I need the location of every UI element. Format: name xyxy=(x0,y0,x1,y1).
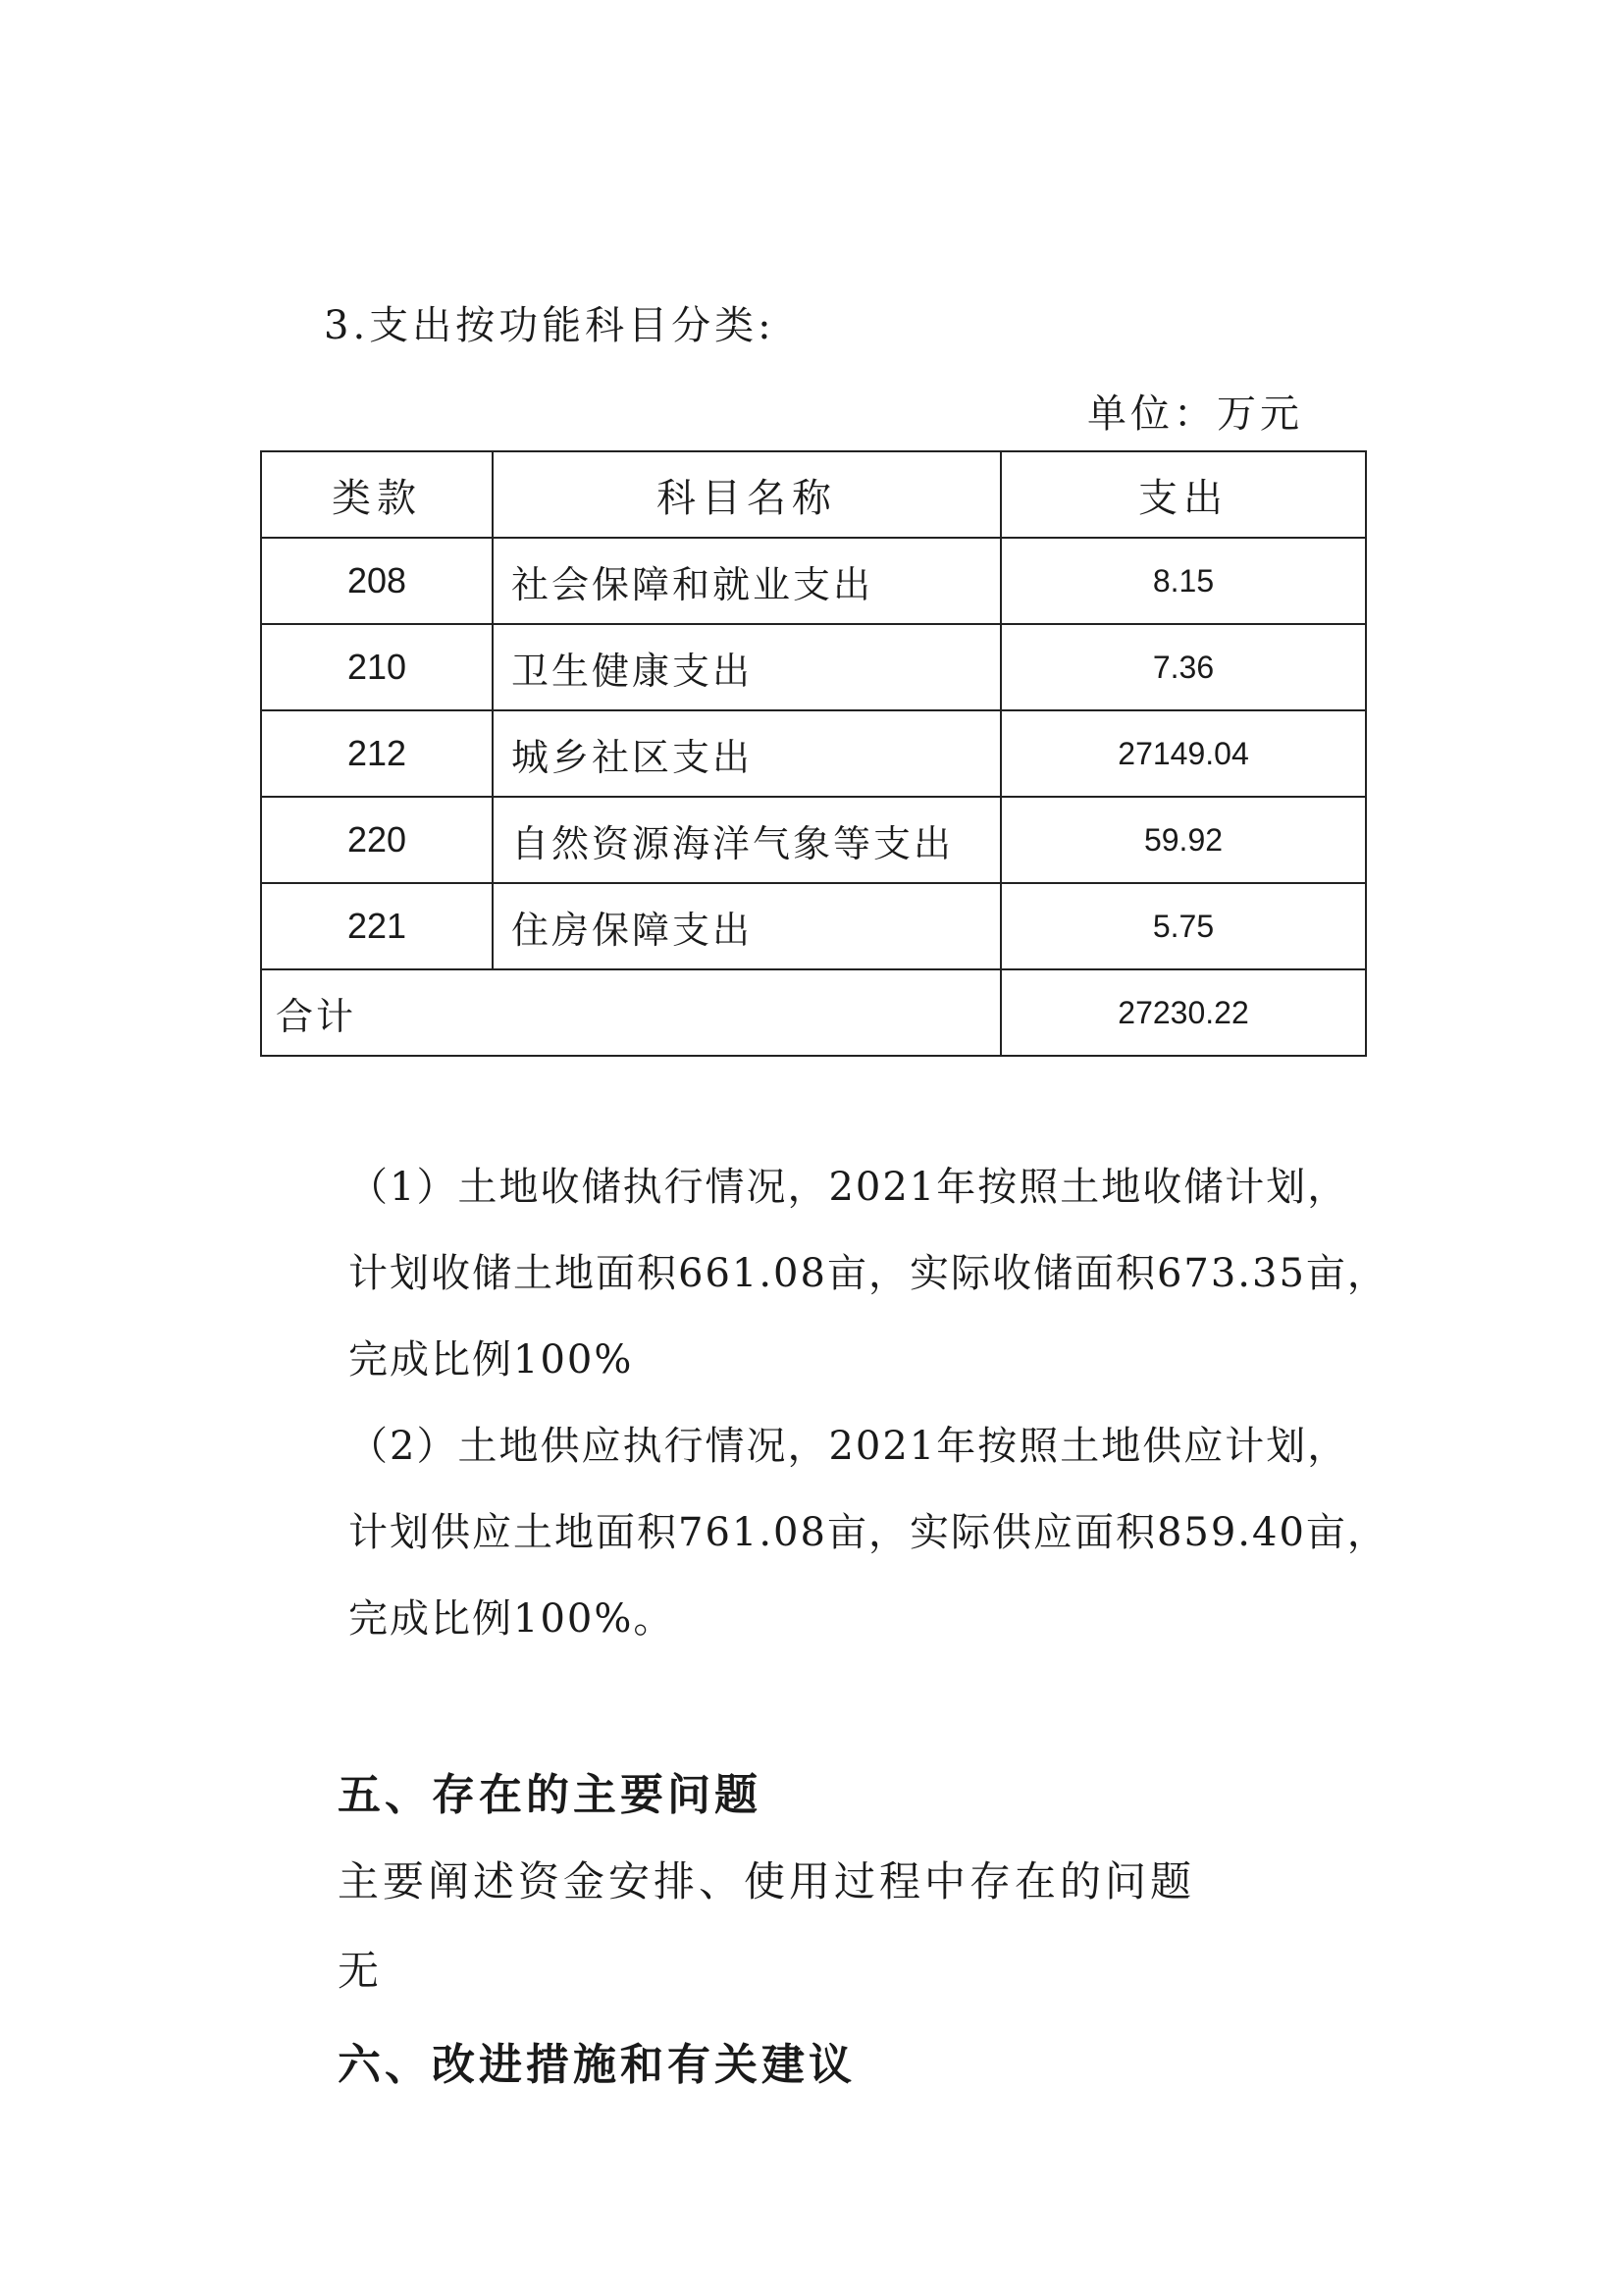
cell-code: 220 xyxy=(261,797,493,883)
paragraph-land-supply: （2）土地供应执行情况，2021年按照土地供应计划，计划供应土地面积761.08亩，实际供应面积859.40亩，完成比例100%。 xyxy=(348,1424,1388,1642)
cell-code: 210 xyxy=(261,624,493,710)
total-label: 合计 xyxy=(261,969,1001,1056)
header-code: 类款 xyxy=(261,451,493,538)
cell-name: 社会保障和就业支出 xyxy=(493,538,1001,624)
section-6-heading: 六、改进措施和有关建议 xyxy=(338,2040,856,2090)
paragraph-land-reserve: （1）土地收储执行情况，2021年按照土地收储计划，计划收储土地面积661.08亩，实际收储面积673.35亩，完成比例100% xyxy=(348,1165,1388,1383)
section-5-description: 主要阐述资金安排、使用过程中存在的问题 xyxy=(338,1857,1196,1905)
cell-name: 自然资源海洋气象等支出 xyxy=(493,797,1001,883)
expenditure-table xyxy=(260,450,1367,1057)
table-row xyxy=(261,797,1366,883)
table-row xyxy=(261,710,1366,797)
cell-name: 卫生健康支出 xyxy=(493,624,1001,710)
table-row xyxy=(261,624,1366,710)
table-row xyxy=(261,883,1366,969)
cell-amount: 8.15 xyxy=(1001,538,1366,624)
cell-code: 208 xyxy=(261,538,493,624)
cell-name: 城乡社区支出 xyxy=(493,710,1001,797)
cell-code: 221 xyxy=(261,883,493,969)
table-total-row xyxy=(261,969,1366,1056)
section-5-answer: 无 xyxy=(338,1947,384,1995)
cell-amount: 5.75 xyxy=(1001,883,1366,969)
cell-code: 212 xyxy=(261,710,493,797)
cell-amount: 7.36 xyxy=(1001,624,1366,710)
header-name: 科目名称 xyxy=(493,451,1001,538)
header-amount: 支出 xyxy=(1001,451,1366,538)
cell-name: 住房保障支出 xyxy=(493,883,1001,969)
section-5-heading: 五、存在的主要问题 xyxy=(338,1770,761,1820)
table-header-row xyxy=(261,451,1366,538)
unit-label: 单位：万元 xyxy=(1087,391,1303,437)
cell-amount: 59.92 xyxy=(1001,797,1366,883)
table-row xyxy=(261,538,1366,624)
section-title: 3.支出按功能科目分类: xyxy=(324,303,775,348)
total-amount: 27230.22 xyxy=(1001,969,1366,1056)
cell-amount: 27149.04 xyxy=(1001,710,1366,797)
